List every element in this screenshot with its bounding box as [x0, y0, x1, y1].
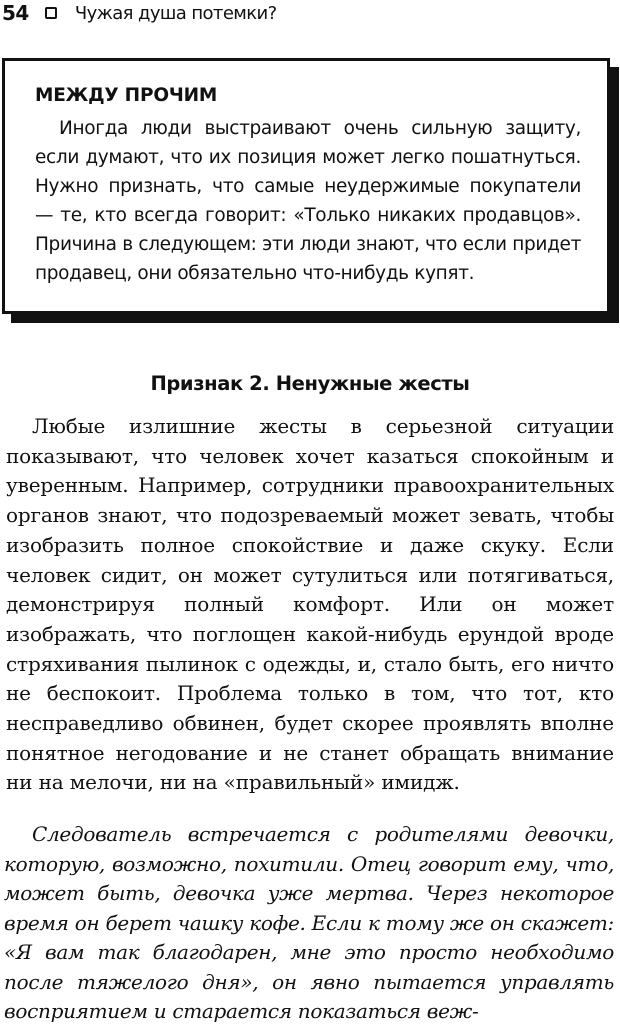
- example-paragraph: Следователь встречается с родителями девочки, которую, возможно, похитили. Отец говорит ему, что, может быть, девочка уже мертва. Через некоторое время он берет чашку кофе. Если к тому же он скажет: «Я вам так благодарен, мне это просто необходимо после тяжелого дня», он явно пытается управлять восприятием и старается показаться веж-: [4, 822, 614, 1023]
- body-paragraph: Любые излишние жесты в серьезной ситуации показывают, что человек хочет казаться спокойным и уверенным. Например, сотрудники правоохранительных органов знают, что подозреваемый может зевать, чтобы изобразить полное спокойствие и даже скуку. Если человек сидит, он может сутулиться или потягиваться, демонстрируя полный комфорт. Или он может изображать, что поглощен какой-нибудь ерундой вроде стряхивания пылинок с одежды, и, стало быть, его ничто не беспокоит. Проблема только в том, что тот, кто несправедливо обвинен, будет скорее проявлять вполне понятное негодование и не станет обращать внимание ни на мелочи, ни на «правильный» имидж.: [6, 414, 614, 795]
- sidebar-text: Иногда люди выстраивают очень сильную защиту, если думают, что их позиция может легко пошатнуться. Нужно признать, что самые неудержимые покупатели — те, кто всегда говорит: «Только никаких продавцов». Причина в следующем: эти люди знают, что если придет продавец, они обязательно что-нибудь купят.: [35, 118, 581, 284]
- sidebar-title: МЕЖДУ ПРОЧИМ: [35, 85, 218, 106]
- page-number: 54: [2, 1, 29, 25]
- square-bullet-icon: [45, 7, 57, 19]
- running-header: [2, 0, 277, 26]
- sidebar-box: [2, 58, 610, 314]
- running-title: Чужая душа потемки?: [74, 2, 277, 24]
- section-heading: Признак 2. Ненужные жесты: [150, 372, 470, 395]
